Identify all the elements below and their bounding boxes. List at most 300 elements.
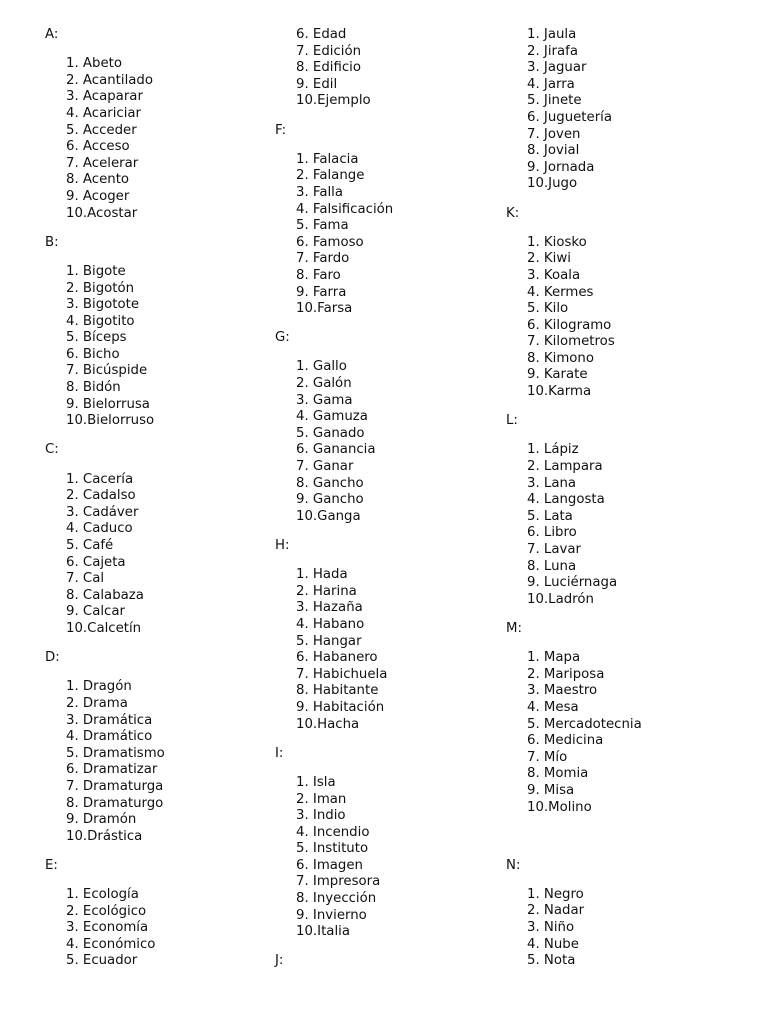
- list-item-text: 3. Bigotote: [66, 297, 140, 313]
- list-item: [45, 679, 295, 696]
- list-item: [45, 829, 295, 846]
- list-item: [275, 825, 525, 842]
- list-item: [275, 27, 525, 44]
- list-item-text: 1. Lápiz: [527, 442, 579, 458]
- list-item-text: 2. Iman: [296, 791, 347, 807]
- list-item-text: 1. Abeto: [66, 56, 122, 72]
- list-item-text: 10.Italia: [296, 924, 350, 940]
- list-item-text: 3. Lana: [527, 475, 577, 491]
- list-item: [45, 123, 295, 140]
- word-list: [506, 27, 756, 193]
- list-item-text: 7. Fardo: [296, 251, 350, 267]
- list-item-text: 3. Falla: [296, 184, 344, 200]
- list-item: [275, 924, 525, 941]
- list-item: [275, 792, 525, 809]
- list-item-text: 1. Bigote: [66, 263, 126, 279]
- list-item: [506, 442, 756, 459]
- list-continuation: [275, 27, 525, 110]
- list-item-text: 7. Acelerar: [66, 155, 139, 171]
- list-item: [275, 44, 525, 61]
- section-letter-heading: J:: [275, 953, 284, 969]
- list-item: [275, 409, 525, 426]
- list-item-text: 1. Gallo: [296, 359, 347, 375]
- list-item-text: 10.Karma: [527, 384, 592, 400]
- list-item-text: 3. Gama: [296, 392, 353, 408]
- list-item: [45, 713, 295, 730]
- list-item-text: 5. Nota: [527, 953, 576, 969]
- list-item-text: 4. Acariciar: [66, 105, 142, 121]
- list-item-text: 7. Ganar: [296, 459, 354, 475]
- list-item: [506, 160, 756, 177]
- section-letter-heading: N:: [506, 857, 521, 873]
- list-item: [275, 376, 525, 393]
- list-item: [506, 592, 756, 609]
- list-item: [506, 60, 756, 77]
- section-letter-heading: M:: [506, 620, 522, 636]
- list-item: [45, 937, 295, 954]
- list-item: [506, 27, 756, 44]
- list-item: [275, 235, 525, 252]
- list-item-text: 4. Jarra: [527, 76, 575, 92]
- letter-section: [45, 858, 295, 970]
- list-item: [45, 953, 295, 970]
- list-item-text: 7. Kilometros: [527, 334, 615, 350]
- list-item-text: 5. Ganado: [296, 425, 365, 441]
- list-item: [506, 334, 756, 351]
- list-item: [506, 717, 756, 734]
- list-item: [506, 953, 756, 970]
- list-item-text: 5. Lata: [527, 508, 573, 524]
- list-item-text: 5. Ecuador: [66, 953, 138, 969]
- list-item-text: 8. Faro: [296, 267, 341, 283]
- word-list: [275, 359, 525, 525]
- list-item-text: 10.Bielorruso: [66, 413, 155, 429]
- list-item-text: 2. Lampara: [527, 459, 603, 475]
- list-item-text: 10.Ganga: [296, 508, 361, 524]
- list-item: [45, 746, 295, 763]
- list-item: [45, 521, 295, 538]
- letter-section: [275, 538, 525, 733]
- word-list: [275, 27, 525, 110]
- list-item-text: 1. Cacería: [66, 471, 134, 487]
- list-item-text: 5. Bíceps: [66, 330, 127, 346]
- list-item: [45, 796, 295, 813]
- word-list: [275, 567, 525, 733]
- list-item-text: 4. Bigotito: [66, 313, 135, 329]
- section-letter-heading: F:: [275, 122, 287, 138]
- list-item-text: 2. Harina: [296, 583, 357, 599]
- list-item: [506, 559, 756, 576]
- list-item-text: 6. Famoso: [296, 234, 364, 250]
- list-item-text: 5. Café: [66, 538, 114, 553]
- list-item-text: 6. Acceso: [66, 139, 130, 155]
- list-item-text: 5. Dramatismo: [66, 745, 165, 761]
- list-item-text: 3. Acaparar: [66, 89, 143, 105]
- list-item-text: 4. Gamuza: [296, 409, 368, 425]
- letter-section: [506, 413, 756, 608]
- list-item: [275, 667, 525, 684]
- list-item: [45, 729, 295, 746]
- list-item: [45, 538, 295, 555]
- word-list: [45, 264, 295, 430]
- list-item-text: 3. Koala: [527, 267, 581, 283]
- list-item-text: 2. Jirafa: [527, 43, 578, 59]
- list-item-text: 6. Kilogramo: [527, 317, 612, 333]
- list-item-text: 3. Jaguar: [527, 60, 587, 76]
- list-item: [506, 920, 756, 937]
- list-item-text: 9. Karate: [527, 367, 588, 383]
- list-item-text: 7. Habichuela: [296, 666, 388, 682]
- word-list: [45, 887, 295, 970]
- list-item-text: 8. Luna: [527, 558, 577, 574]
- list-item: [45, 380, 295, 397]
- list-item: [275, 584, 525, 601]
- list-item: [275, 268, 525, 285]
- list-item-text: 9. Dramón: [66, 812, 137, 828]
- list-item: [506, 733, 756, 750]
- list-item-text: 4. Langosta: [527, 492, 605, 508]
- list-item-text: 1. Falacia: [296, 151, 359, 167]
- letter-section: [506, 858, 756, 970]
- list-item-text: 8. Momia: [527, 766, 589, 782]
- list-item: [506, 887, 756, 904]
- list-item: [506, 318, 756, 335]
- list-item-text: 5. Hangar: [296, 633, 362, 649]
- list-item: [275, 509, 525, 526]
- list-item-text: 10.Jugo: [527, 176, 578, 192]
- list-item: [506, 542, 756, 559]
- list-item: [45, 281, 295, 298]
- list-item-text: 9. Acoger: [66, 188, 130, 204]
- list-item: [506, 800, 756, 817]
- list-item: [506, 93, 756, 110]
- list-item: [506, 937, 756, 954]
- list-item-text: 9. Jornada: [527, 159, 595, 175]
- list-item: [506, 235, 756, 252]
- letter-section: [275, 746, 525, 941]
- list-item-text: 7. Lavar: [527, 542, 581, 557]
- list-item-text: 10.Ladrón: [527, 591, 594, 607]
- list-item: [45, 696, 295, 713]
- list-item: [45, 413, 295, 430]
- list-item-text: 10.Calcetín: [66, 620, 142, 636]
- section-letter-heading: A:: [45, 27, 59, 42]
- list-item-text: 1. Negro: [527, 886, 584, 902]
- list-item: [45, 604, 295, 621]
- list-item: [45, 347, 295, 364]
- letter-section: [45, 27, 295, 222]
- list-item: [45, 56, 295, 73]
- list-item-text: 4. Incendio: [296, 824, 370, 840]
- list-item-text: 10.Hacha: [296, 716, 360, 732]
- list-item: [45, 505, 295, 522]
- list-item: [45, 172, 295, 189]
- list-item-text: 3. Economía: [66, 920, 149, 936]
- list-item: [45, 73, 295, 90]
- letter-section: [45, 442, 295, 637]
- list-item-text: 9. Farra: [296, 284, 347, 300]
- list-item: [275, 285, 525, 302]
- list-item: [45, 206, 295, 223]
- list-item-text: 4. Dramático: [66, 729, 153, 745]
- list-item: [506, 766, 756, 783]
- list-item: [275, 683, 525, 700]
- list-item: [45, 571, 295, 588]
- section-letter-heading: K:: [506, 205, 520, 221]
- column-2: [275, 27, 525, 970]
- list-item: [45, 812, 295, 829]
- list-item-text: 8. Inyección: [296, 891, 377, 907]
- list-item: [506, 700, 756, 717]
- list-item-text: 7. Edición: [296, 43, 362, 59]
- letter-section: [506, 206, 756, 401]
- list-item: [506, 750, 756, 767]
- list-item: [275, 202, 525, 219]
- list-item-text: 1. Ecología: [66, 887, 139, 903]
- list-item-text: 8. Jovial: [527, 143, 580, 159]
- list-item-text: 6. Cajeta: [66, 554, 126, 570]
- list-item-text: 3. Niño: [527, 920, 575, 936]
- list-item: [45, 887, 295, 904]
- list-item: [275, 459, 525, 476]
- list-item: [45, 779, 295, 796]
- list-item-text: 2. Kiwi: [527, 251, 571, 267]
- list-item: [275, 617, 525, 634]
- list-item-text: 5. Jinete: [527, 93, 582, 109]
- list-item-text: 1. Jaula: [527, 27, 577, 42]
- list-item-text: 9. Habitación: [296, 699, 385, 715]
- list-item-text: 7. Joven: [527, 126, 581, 142]
- list-item-text: 10.Drástica: [66, 828, 143, 844]
- list-item: [506, 367, 756, 384]
- list-item: [506, 525, 756, 542]
- list-item: [275, 492, 525, 509]
- list-item: [45, 762, 295, 779]
- list-item-text: 6. Imagen: [296, 857, 363, 873]
- list-item-text: 6. Habanero: [296, 650, 378, 666]
- list-item: [506, 683, 756, 700]
- list-item: [45, 555, 295, 572]
- list-item: [45, 189, 295, 206]
- list-item: [506, 509, 756, 526]
- list-item: [45, 297, 295, 314]
- list-item: [275, 908, 525, 925]
- list-item-text: 4. Económico: [66, 936, 156, 952]
- list-item-text: 9. Gancho: [296, 492, 364, 508]
- list-item: [275, 77, 525, 94]
- list-item: [275, 567, 525, 584]
- list-item: [506, 44, 756, 61]
- list-item-text: 8. Gancho: [296, 475, 364, 491]
- section-letter-heading: D:: [45, 650, 60, 666]
- list-item-text: 5. Kilo: [527, 301, 569, 317]
- list-item: [45, 330, 295, 347]
- list-item: [45, 264, 295, 281]
- list-item-text: 2. Cadalso: [66, 488, 136, 504]
- list-item: [275, 634, 525, 651]
- list-item: [45, 139, 295, 156]
- list-item-text: 2. Bigotón: [66, 280, 135, 296]
- list-item-text: 4. Kermes: [527, 284, 594, 300]
- word-list: [506, 650, 756, 816]
- list-item-text: 6. Medicina: [527, 733, 604, 749]
- list-item: [275, 717, 525, 734]
- list-item: [275, 359, 525, 376]
- word-list: [506, 235, 756, 401]
- list-item-text: 10.Molino: [527, 799, 592, 815]
- list-item-text: 2. Galón: [296, 376, 352, 392]
- list-item-text: 8. Dramaturgo: [66, 795, 164, 811]
- blank-gap: [506, 829, 756, 858]
- list-item-text: 9. Bielorrusa: [66, 396, 150, 412]
- list-item: [506, 575, 756, 592]
- list-item: [275, 393, 525, 410]
- list-item: [506, 384, 756, 401]
- section-letter-heading: E:: [45, 857, 58, 873]
- list-item-text: 6. Ganancia: [296, 442, 376, 458]
- list-item: [45, 472, 295, 489]
- list-item: [45, 920, 295, 937]
- letter-section: [506, 621, 756, 816]
- list-item: [506, 268, 756, 285]
- list-item-text: 1. Kiosko: [527, 234, 587, 250]
- list-item: [506, 127, 756, 144]
- list-item-text: 7. Bicúspide: [66, 363, 148, 379]
- column-3: [506, 27, 756, 982]
- list-item: [45, 397, 295, 414]
- section-letter-heading: B:: [45, 234, 59, 250]
- list-item-text: 9. Edil: [296, 76, 338, 92]
- list-item: [275, 185, 525, 202]
- list-item: [45, 904, 295, 921]
- list-item: [45, 89, 295, 106]
- list-item: [506, 251, 756, 268]
- list-item: [45, 106, 295, 123]
- list-item: [275, 251, 525, 268]
- list-item: [275, 218, 525, 235]
- section-letter-heading: I:: [275, 745, 284, 761]
- list-item: [506, 459, 756, 476]
- list-item-text: 8. Acento: [66, 172, 130, 188]
- list-item-text: 7. Mío: [527, 749, 568, 765]
- list-item-text: 10.Acostar: [66, 205, 138, 221]
- list-item-text: 6. Dramatizar: [66, 762, 158, 778]
- list-item: [506, 492, 756, 509]
- word-list: [275, 152, 525, 318]
- list-item-text: 1. Dragón: [66, 679, 132, 695]
- list-item-text: 4. Habano: [296, 616, 365, 632]
- list-item: [275, 168, 525, 185]
- section-letter-heading: C:: [45, 442, 59, 458]
- list-item-text: 5. Acceder: [66, 122, 137, 138]
- list-item: [275, 841, 525, 858]
- letter-section: [275, 953, 525, 970]
- list-item: [275, 650, 525, 667]
- list-item-text: 8. Edificio: [296, 60, 361, 76]
- list-item-text: 1. Mapa: [527, 650, 581, 666]
- list-item: [45, 488, 295, 505]
- list-item-text: 9. Calcar: [66, 604, 125, 620]
- list-item-text: 5. Fama: [296, 218, 349, 234]
- list-item-text: 4. Nube: [527, 936, 579, 952]
- column-1: [45, 27, 295, 983]
- list-item-text: 7. Impresora: [296, 874, 381, 890]
- list-item: [275, 600, 525, 617]
- list-item-text: 10.Ejemplo: [296, 93, 371, 109]
- list-item-text: 10.Farsa: [296, 301, 353, 317]
- list-item: [275, 775, 525, 792]
- list-continuation: [506, 27, 756, 193]
- list-item-text: 1. Isla: [296, 774, 336, 790]
- list-item: [506, 285, 756, 302]
- list-item-text: 2. Drama: [66, 695, 128, 711]
- list-item: [275, 152, 525, 169]
- list-item-text: 2. Mariposa: [527, 666, 605, 682]
- list-item-text: 2. Ecológico: [66, 903, 147, 919]
- list-item-text: 6. Libro: [527, 525, 577, 541]
- list-item: [45, 314, 295, 331]
- list-item: [275, 426, 525, 443]
- list-item-text: 2. Nadar: [527, 903, 585, 919]
- list-item-text: 3. Dramática: [66, 712, 153, 728]
- list-item-text: 8. Habitante: [296, 683, 379, 699]
- list-item-text: 9. Misa: [527, 782, 575, 798]
- list-item: [45, 363, 295, 380]
- word-list: [45, 472, 295, 638]
- list-item-text: 6. Edad: [296, 27, 347, 42]
- word-list: [506, 887, 756, 970]
- list-item-text: 1. Hada: [296, 567, 348, 583]
- letter-section: [275, 123, 525, 318]
- list-item: [506, 176, 756, 193]
- list-item-text: 4. Caduco: [66, 521, 133, 537]
- list-item-text: 6. Bicho: [66, 346, 120, 362]
- list-item: [45, 156, 295, 173]
- word-list: [506, 442, 756, 608]
- list-item: [506, 143, 756, 160]
- list-item: [275, 60, 525, 77]
- list-item: [506, 650, 756, 667]
- list-item: [275, 442, 525, 459]
- word-list: [275, 775, 525, 941]
- list-item: [506, 351, 756, 368]
- section-letter-heading: G:: [275, 330, 290, 346]
- letter-section: [45, 650, 295, 845]
- list-item: [275, 700, 525, 717]
- list-item: [45, 621, 295, 638]
- list-item: [275, 808, 525, 825]
- list-item-text: 6. Juguetería: [527, 109, 613, 125]
- list-item-text: 7. Cal: [66, 571, 105, 587]
- list-item-text: 5. Mercadotecnia: [527, 716, 642, 732]
- list-item: [506, 783, 756, 800]
- list-item-text: 2. Acantilado: [66, 72, 153, 88]
- letter-section: [45, 235, 295, 430]
- word-list: [45, 679, 295, 845]
- list-item-text: 3. Cadáver: [66, 504, 139, 520]
- list-item: [506, 667, 756, 684]
- list-item-text: 3. Hazaña: [296, 600, 363, 616]
- list-item-text: 8. Calabaza: [66, 587, 144, 603]
- list-item: [275, 891, 525, 908]
- list-item: [275, 874, 525, 891]
- list-item: [275, 301, 525, 318]
- list-item-text: 3. Indio: [296, 808, 346, 824]
- list-item: [506, 476, 756, 493]
- list-item: [506, 110, 756, 127]
- list-item-text: 3. Maestro: [527, 683, 598, 699]
- list-item-text: 7. Dramaturga: [66, 778, 164, 794]
